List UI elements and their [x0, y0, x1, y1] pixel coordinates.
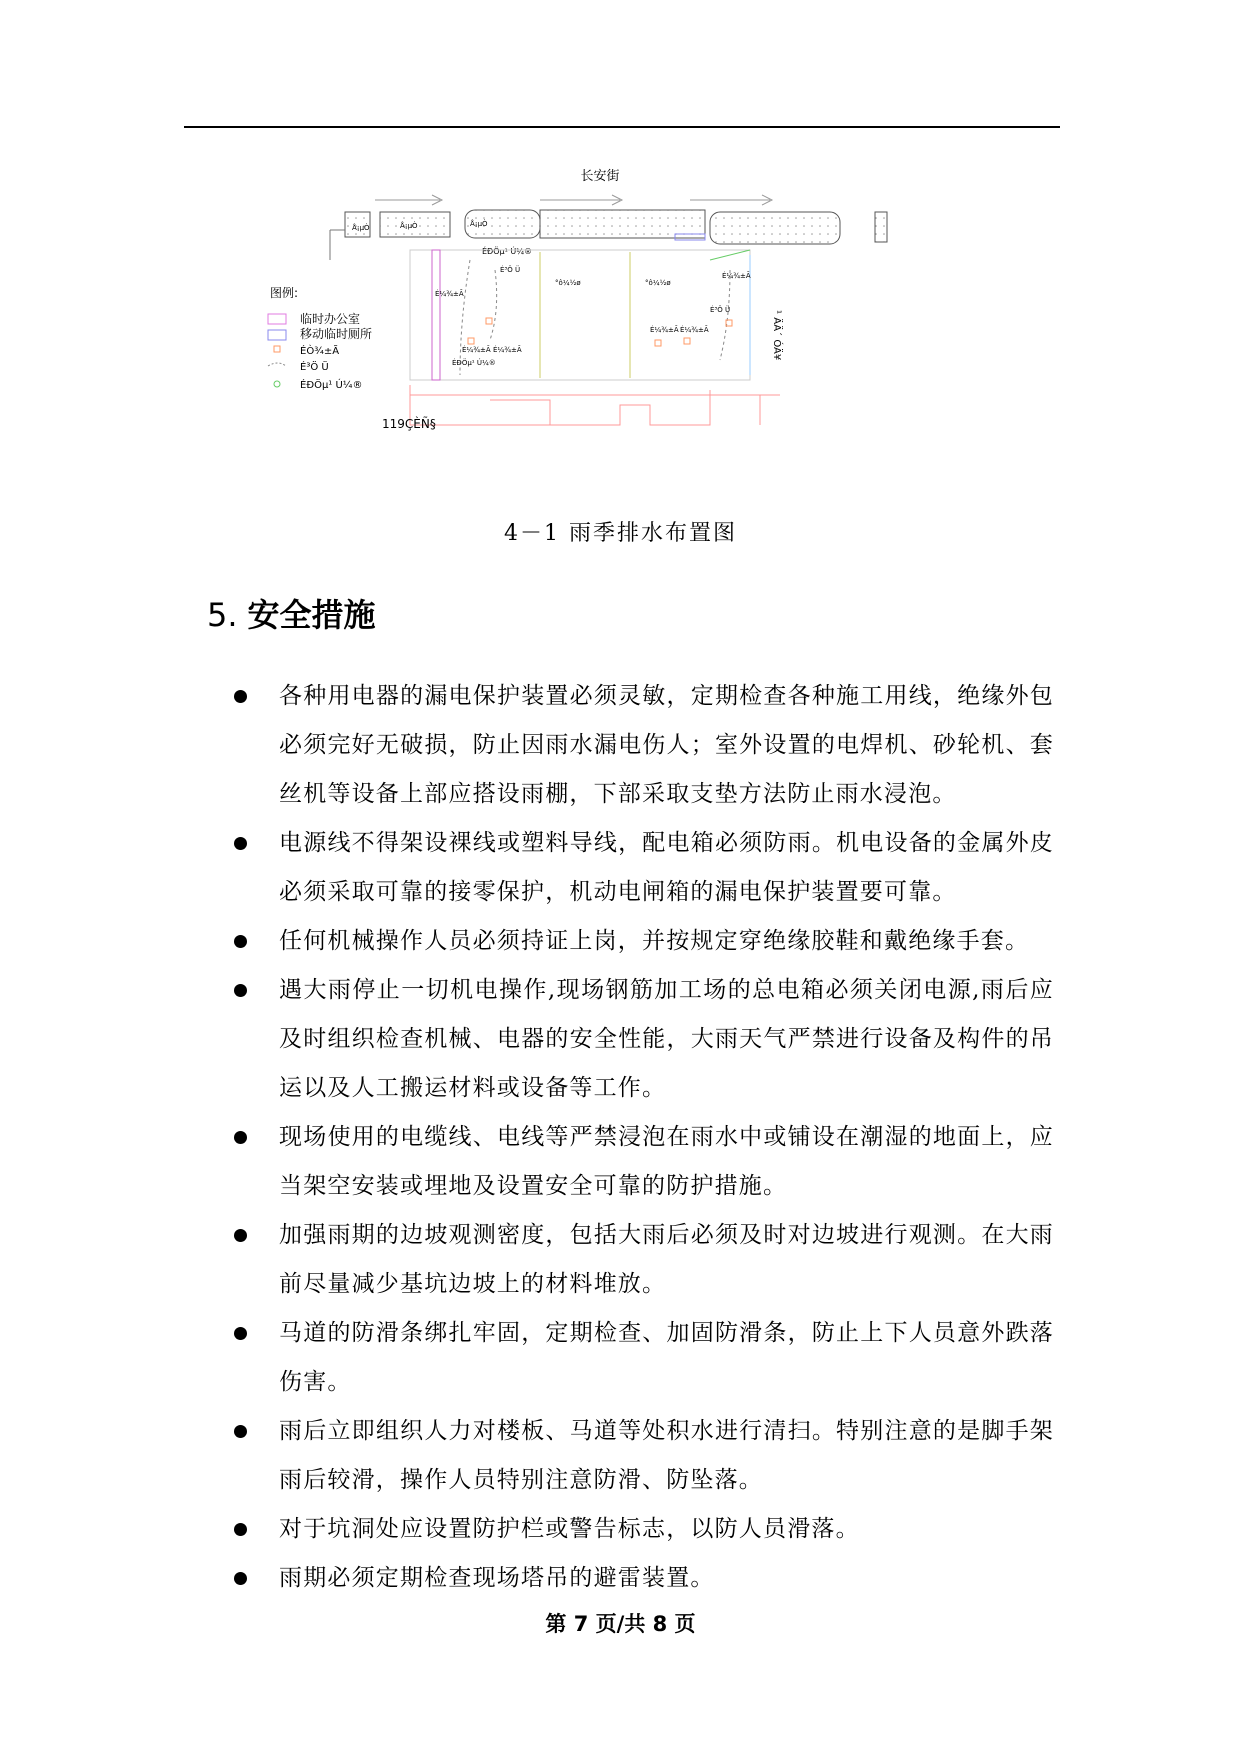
list-item: 加强雨期的边坡观测密度，包括大雨后必须及时对边坡进行观测。在大雨前尽量减少基坑边坡上的材料堆放。 — [232, 1211, 1054, 1309]
top-buildings — [345, 210, 887, 244]
legend-toilet: 移动临时厕所 — [300, 327, 373, 341]
area-label-b: °ô¼½ø — [645, 279, 671, 287]
bullet-icon — [234, 1523, 247, 1536]
list-item: 各种用电器的漏电保护装置必须灵敏，定期检查各种施工用线，绝缘外包必须完好无破损，防止因雨水漏电伤人；室外设置的电焊机、砂轮机、套丝机等设备上部应搭设雨棚，下部采取支垫方法防止雨水浸泡。 — [232, 672, 1054, 819]
bottom-road-label: 119ÇÈÑ§ — [382, 417, 436, 431]
header-rule — [184, 126, 1060, 128]
legend-gate: ÉÐÖµ¹ Ú¼® — [300, 380, 363, 391]
right-vertical-label: ¹ ÄÄ´ ÓÄ¥ — [771, 310, 782, 361]
bullet-icon — [234, 984, 247, 997]
list-item: 马道的防滑条绑扎牢固，定期检查、加固防滑条，防止上下人员意外跌落伤害。 — [232, 1309, 1054, 1407]
pump-label-mid-1: É¼¾±Ã — [462, 346, 491, 354]
top-label-a: Å¡µÒ — [352, 224, 370, 232]
legend-title: 图例: — [270, 286, 299, 300]
legend-office: 临时办公室 — [300, 312, 361, 326]
legend-gate-swatch — [274, 381, 280, 387]
list-item: 电源线不得架设裸线或塑料导线，配电箱必须防雨。机电设备的金属外皮必须采取可靠的接零保护，机动电闸箱的漏电保护装置要可靠。 — [232, 819, 1054, 917]
traffic-arrows — [375, 195, 772, 205]
page-footer: 第 7 页/共 8 页 — [545, 1612, 696, 1636]
bullet-icon — [234, 837, 247, 850]
legend-pump-swatch — [274, 346, 280, 352]
drainage-lines — [460, 260, 730, 375]
pump-label-left: É¼¾±Ã — [435, 290, 464, 298]
legend-toilet-swatch — [268, 330, 286, 340]
section-number: 5. — [207, 596, 238, 634]
pit-label-right: É³Ö Ü — [710, 306, 731, 314]
pump-label-right-2: É¼¾±Ã — [680, 326, 709, 334]
pump-label-right-1: É¼¾±Ã — [650, 326, 679, 334]
gate-label-bottom: ÉÐÖµ¹ Ú¼® — [452, 359, 496, 367]
list-item: 雨后立即组织人力对楼板、马道等处积水进行清扫。特别注意的是脚手架雨后较滑，操作人员特别注意防滑、防坠落。 — [232, 1407, 1054, 1505]
list-item: 对于坑洞处应设置防护栏或警告标志，以防人员滑落。 — [232, 1505, 1054, 1554]
legend-office-swatch — [268, 314, 286, 324]
top-label-b: Å¡µÒ — [400, 222, 418, 230]
list-item: 遇大雨停止一切机电操作,现场钢筋加工场的总电箱必须关闭电源,雨后应及时组织检查机械、电器的安全性能，大雨天气严禁进行设备及构件的吊运以及人工搬运材料或设备等工作。 — [232, 966, 1054, 1113]
bullet-icon — [234, 1131, 247, 1144]
legend-pump: ÉÒ¾±Ã — [300, 346, 340, 357]
bullet-icon — [234, 935, 247, 948]
top-label-c: Å¡µÒ — [470, 220, 488, 228]
legend-pit-swatch — [268, 363, 286, 366]
gate-label: ÉÐÖµ¹ Ú¼® — [482, 247, 532, 256]
list-item: 任何机械操作人员必须持证上岗，并按规定穿绝缘胶鞋和戴绝缘手套。 — [232, 917, 1054, 966]
street-label: 长安街 — [580, 169, 620, 184]
area-label-a: °ô¼½ø — [555, 279, 581, 287]
pump-label-right-top: É¼¾±Ã — [722, 272, 751, 280]
section-title: 安全措施 — [247, 596, 376, 634]
safety-measures-list — [232, 672, 1054, 1603]
drainage-layout-figure — [270, 160, 930, 500]
bullet-icon — [234, 1229, 247, 1242]
pit-label-upper: É³Ö Ü — [500, 266, 521, 274]
figure-caption: 4－1 雨季排水布置图 — [504, 521, 737, 546]
pump-label-mid-2: É¼¾±Ã — [493, 346, 522, 354]
section-heading — [207, 590, 376, 636]
bullet-icon — [234, 1572, 247, 1585]
bullet-icon — [234, 690, 247, 703]
bullet-icon — [234, 1327, 247, 1340]
list-item: 雨期必须定期检查现场塔吊的避雷装置。 — [232, 1554, 1054, 1603]
bullet-icon — [234, 1425, 247, 1438]
list-item: 现场使用的电缆线、电线等严禁浸泡在雨水中或铺设在潮湿的地面上，应当架空安装或埋地及设置安全可靠的防护措施。 — [232, 1113, 1054, 1211]
legend-pit: É³Ö Ü — [300, 362, 329, 373]
bottom-road — [410, 385, 780, 425]
